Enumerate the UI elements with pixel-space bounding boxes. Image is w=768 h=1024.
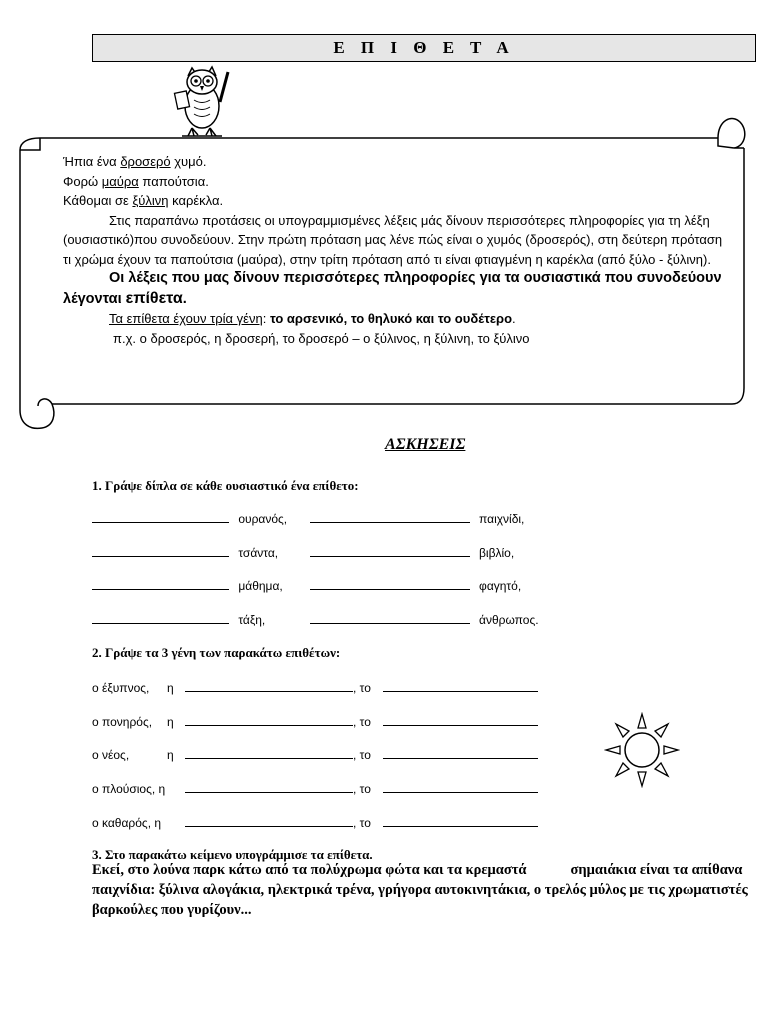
q2-row: ο πλούσιος, η , το <box>92 780 538 796</box>
sentence-3: Κάθομαι σε ξύλινη καρέκλα. <box>63 193 224 208</box>
underlined-word: μαύρα <box>101 173 139 189</box>
q3-text: Εκεί, στο λούνα παρκ κάτω από τα πολύχρωμα φώτα και τα κρεμαστά σημαιάκια είναι τα απίθανα παιχνίδια: ξύλινα αλογάκια, ηλεκτρικά τρένα, γρήγορα αυτοκινητάκια, ο τρελός μύλος με τις χρωματιστές βαρκούλες που γυρίζουν... <box>92 862 748 918</box>
answer-blank[interactable] <box>92 577 229 590</box>
answer-blank[interactable] <box>92 611 229 624</box>
answer-blank[interactable] <box>383 746 538 759</box>
underlined-word: ξύλινη <box>132 193 169 208</box>
scroll-text <box>63 152 733 348</box>
answer-blank[interactable] <box>185 746 353 759</box>
explanation: Στις παραπάνω προτάσεις οι υπογραμμισμένες λέξεις μάς δίνουν περισσότερες πληροφορίες για τη λέξη (ουσιαστικό)που συνοδεύουν. Στην πρώτη πρόταση μας λένε πώς είναι ο χυμός (δροσερός), στη δεύτερη πρόταση τι χρώμα έχουν τα παπούτσια (μαύρα), στην τρίτη πρόταση από τι είναι φτιαγμένη η καρέκλα (από ξύλο - ξύλινη). <box>63 212 723 267</box>
q1-row: μάθημα, φαγητό, <box>92 577 521 593</box>
q3-title: 3. Στο παρακάτω κείμενο υπογράμμισε τα επίθετα. <box>92 847 373 862</box>
q1-title: 1. Γράψε δίπλα σε κάθε ουσιαστικό ένα επίθετο: <box>92 478 359 493</box>
answer-blank[interactable] <box>185 814 353 827</box>
answer-blank[interactable] <box>310 611 470 624</box>
q2-row: ο καθαρός, η , το <box>92 814 538 830</box>
q1-row: τάξη, άνθρωπος. <box>92 611 539 627</box>
underlined-word: δροσερό <box>120 154 171 169</box>
answer-blank[interactable] <box>383 679 538 692</box>
q1-row: τσάντα, βιβλίο, <box>92 544 514 560</box>
answer-blank[interactable] <box>383 780 538 793</box>
answer-blank[interactable] <box>310 577 470 590</box>
q2-title: 2. Γράψε τα 3 γένη των παρακάτω επιθέτων: <box>92 645 341 660</box>
answer-blank[interactable] <box>185 679 353 692</box>
answer-blank[interactable] <box>383 814 538 827</box>
q2-row: ο έξυπνος, η , το <box>92 679 538 695</box>
answer-blank[interactable] <box>310 544 470 557</box>
q1-row: ουρανός, παιχνίδι, <box>92 510 524 526</box>
sentence-1: Ήπια ένα δροσερό χυμό. <box>63 154 207 169</box>
q2-row: ο πονηρός, η , το <box>92 713 538 729</box>
answer-blank[interactable] <box>185 713 353 726</box>
exercises-heading: ΑΣΚΗΣΕΙΣ <box>385 436 466 453</box>
sun-icon <box>604 712 680 788</box>
answer-blank[interactable] <box>92 510 229 523</box>
sentence-2: Φορώ μαύρα παπούτσια. <box>63 173 209 189</box>
answer-blank[interactable] <box>92 544 229 557</box>
genders: Τα επίθετα έχουν τρία γένη: το αρσενικό, το θηλυκό και το ουδέτερο. <box>109 311 516 326</box>
example: π.χ. ο δροσερός, η δροσερή, το δροσερό – ο ξύλινος, η ξύλινη, το ξύλινο <box>113 330 530 346</box>
rule: Οι λέξεις που μας δίνουν περισσότερες πληροφορίες για τα ουσιαστικά που συνοδεύουν λέγονται επίθετα. <box>63 270 722 307</box>
q2-row: ο νέος, η , το <box>92 746 538 762</box>
page-title: Ε Π Ι Θ Ε Τ Α <box>92 34 756 62</box>
answer-blank[interactable] <box>383 713 538 726</box>
answer-blank[interactable] <box>185 780 353 793</box>
answer-blank[interactable] <box>310 510 470 523</box>
